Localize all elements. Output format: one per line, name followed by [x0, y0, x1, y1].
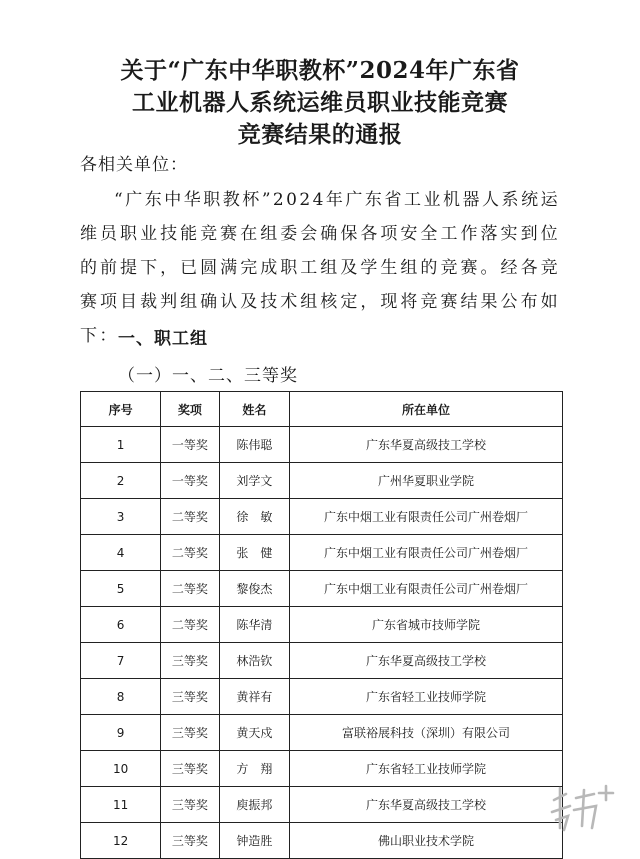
cell-award: 三等奖 [161, 643, 219, 679]
awards-table [80, 391, 563, 859]
cell-award: 二等奖 [161, 499, 219, 535]
watermark-stroke [574, 790, 596, 828]
cell-name: 刘学文 [219, 463, 289, 499]
table-row [81, 535, 563, 571]
cell-unit: 广东中烟工业有限责任公司广州卷烟厂 [290, 571, 563, 607]
cell-no: 12 [81, 823, 161, 859]
cell-no: 9 [81, 715, 161, 751]
cell-unit: 广东华夏高级技工学校 [290, 787, 563, 823]
document-title-line-3: 竞赛结果的通报 [237, 121, 403, 148]
cell-unit: 富联裕展科技（深圳）有限公司 [290, 715, 563, 751]
cell-unit: 广东省城市技师学院 [290, 607, 563, 643]
cell-no: 2 [81, 463, 161, 499]
table-row [81, 715, 563, 751]
watermark-stroke [552, 788, 570, 830]
salutation: 各相关单位： [80, 155, 188, 175]
cell-unit: 广东省轻工业技师学院 [290, 751, 563, 787]
table-row [81, 571, 563, 607]
cell-award: 三等奖 [161, 751, 219, 787]
cell-award: 二等奖 [161, 607, 219, 643]
table-row [81, 499, 563, 535]
cell-no: 11 [81, 787, 161, 823]
cell-award: 一等奖 [161, 427, 219, 463]
cell-award: 二等奖 [161, 571, 219, 607]
cell-no: 8 [81, 679, 161, 715]
cell-no: 3 [81, 499, 161, 535]
cell-unit: 广东中烟工业有限责任公司广州卷烟厂 [290, 535, 563, 571]
cell-unit: 广东华夏高级技工学校 [290, 427, 563, 463]
cell-unit: 广东华夏高级技工学校 [290, 643, 563, 679]
body-paragraph: “广东中华职教杯”2024年广东省工业机器人系统运维员职业技能竞赛在组委会确保各项安全工作落实到位的前提下，已圆满完成职工组及学生组的竞赛。经各竞赛项目裁判组确认及技术组核定，现将竞赛结果公布如下： [80, 190, 560, 346]
cell-name: 方 翔 [219, 751, 289, 787]
cell-name: 黄天戍 [219, 715, 289, 751]
cell-name: 徐 敏 [219, 499, 289, 535]
header-no: 序号 [81, 392, 161, 427]
table-row [81, 679, 563, 715]
cell-award: 三等奖 [161, 715, 219, 751]
cell-no: 10 [81, 751, 161, 787]
cell-name: 黄祥有 [219, 679, 289, 715]
watermark-plus [599, 786, 613, 800]
cell-unit: 广州华夏职业学院 [290, 463, 563, 499]
cell-award: 三等奖 [161, 679, 219, 715]
table-row [81, 643, 563, 679]
cell-no: 6 [81, 607, 161, 643]
cell-name: 钟造胜 [219, 823, 289, 859]
cell-no: 4 [81, 535, 161, 571]
cell-name: 黎俊杰 [219, 571, 289, 607]
cell-name: 张 健 [219, 535, 289, 571]
cell-no: 5 [81, 571, 161, 607]
cell-award: 三等奖 [161, 787, 219, 823]
table-row [81, 463, 563, 499]
cell-no: 7 [81, 643, 161, 679]
cell-name: 庾振邦 [219, 787, 289, 823]
cell-name: 陈伟聪 [219, 427, 289, 463]
table-row [81, 607, 563, 643]
table-header-row [81, 392, 563, 427]
cell-award: 三等奖 [161, 823, 219, 859]
cell-unit: 广东省轻工业技师学院 [290, 679, 563, 715]
header-award: 奖项 [161, 392, 219, 427]
cell-name: 陈华清 [219, 607, 289, 643]
document-title-line-1: 关于“广东中华职教杯”2024年广东省 [120, 57, 520, 84]
sub-heading: （一）一、二、三等奖 [118, 366, 298, 386]
cell-unit: 广东中烟工业有限责任公司广州卷烟厂 [290, 499, 563, 535]
cell-unit: 佛山职业技术学院 [290, 823, 563, 859]
header-name: 姓名 [219, 392, 289, 427]
nanfang-plus-watermark-logo [548, 782, 618, 834]
table-row [81, 787, 563, 823]
table-row [81, 823, 563, 859]
cell-no: 1 [81, 427, 161, 463]
cell-name: 林浩钦 [219, 643, 289, 679]
table-row [81, 751, 563, 787]
cell-award: 一等奖 [161, 463, 219, 499]
header-unit: 所在单位 [290, 392, 563, 427]
table-row [81, 427, 563, 463]
cell-award: 二等奖 [161, 535, 219, 571]
section-heading: 一、职工组 [118, 329, 208, 349]
document-title-line-2: 工业机器人系统运维员职业技能竞赛 [132, 89, 508, 116]
